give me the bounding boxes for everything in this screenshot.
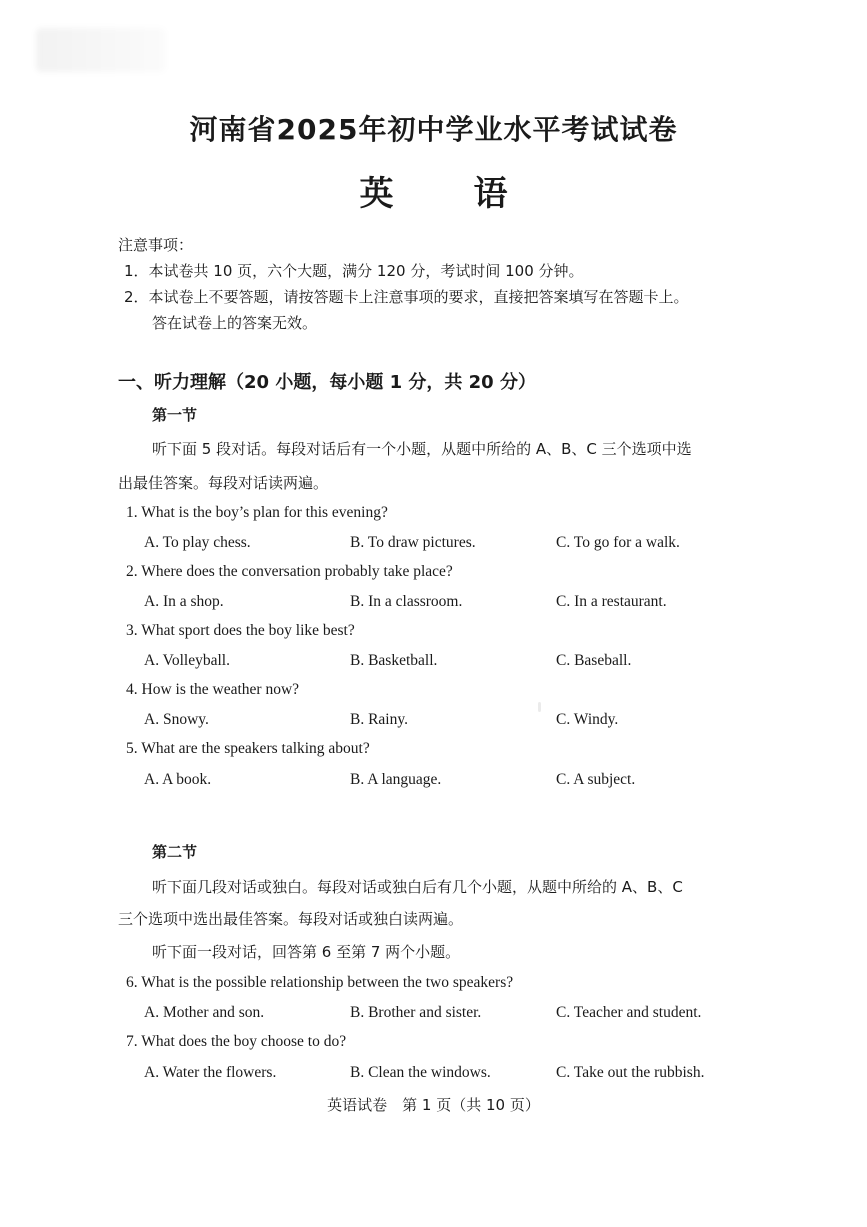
question-text: 7. What does the boy choose to do?: [126, 1033, 347, 1050]
option-c: C. Windy.: [556, 711, 619, 728]
scan-smudge: [36, 28, 166, 72]
option-b: B. Brother and sister.: [350, 1004, 482, 1021]
question-text: 2. Where does the conversation probably take place?: [126, 563, 453, 580]
question-text: 4. How is the weather now?: [126, 681, 300, 698]
option-a: A. Water the flowers.: [144, 1064, 277, 1081]
note-item: 2．本试卷上不要答题，请按答题卡上注意事项的要求，直接把答案填写在答题卡上。: [124, 288, 689, 306]
part-heading: 第一节: [152, 406, 198, 424]
subject-char-2: 语: [473, 174, 508, 214]
option-c: C. To go for a walk.: [556, 534, 680, 551]
option-a: A. Mother and son.: [144, 1004, 265, 1021]
note-item: 答在试卷上的答案无效。: [152, 314, 318, 332]
option-c: C. A subject.: [556, 771, 636, 788]
question-text: 3. What sport does the boy like best?: [126, 622, 355, 639]
note-item: 1．本试卷共 10 页，六个大题，满分 120 分，考试时间 100 分钟。: [124, 262, 584, 280]
option-a: A. Snowy.: [144, 711, 209, 728]
option-b: B. In a classroom.: [350, 593, 463, 610]
subject-title: [0, 166, 867, 215]
page-footer: 英语试卷 第 1 页（共 10 页）: [327, 1096, 540, 1114]
option-b: B. Rainy.: [350, 711, 408, 728]
option-a: A. A book.: [144, 771, 212, 788]
question-text: 6. What is the possible relationship between the two speakers?: [126, 974, 514, 991]
option-c: C. In a restaurant.: [556, 593, 667, 610]
option-b: B. A language.: [350, 771, 442, 788]
option-b: B. Basketball.: [350, 652, 438, 669]
option-b: B. To draw pictures.: [350, 534, 476, 551]
option-a: A. In a shop.: [144, 593, 224, 610]
instruction-line: 出最佳答案。每段对话读两遍。: [118, 474, 329, 492]
notes-heading: 注意事项：: [118, 236, 194, 254]
option-c: C. Teacher and student.: [556, 1004, 702, 1021]
instruction-line: 听下面 5 段对话。每段对话后有一个小题，从题中所给的 A、B、C 三个选项中选: [152, 440, 692, 458]
instruction-line: 听下面几段对话或独白。每段对话或独白后有几个小题，从题中所给的 A、B、C: [152, 878, 683, 896]
subject-char-1: 英: [359, 174, 394, 214]
option-c: C. Take out the rubbish.: [556, 1064, 705, 1081]
option-c: C. Baseball.: [556, 652, 632, 669]
section-heading: 一、听力理解（20 小题，每小题 1 分，共 20 分）: [118, 372, 536, 393]
option-a: A. Volleyball.: [144, 652, 230, 669]
question-text: 5. What are the speakers talking about?: [126, 740, 370, 757]
option-a: A. To play chess.: [144, 534, 251, 551]
option-b: B. Clean the windows.: [350, 1064, 491, 1081]
instruction-line: 三个选项中选出最佳答案。每段对话或独白读两遍。: [118, 910, 464, 928]
instruction-line: 听下面一段对话，回答第 6 至第 7 两个小题。: [152, 943, 461, 961]
scan-speck: [538, 702, 541, 712]
question-text: 1. What is the boy’s plan for this evening?: [126, 504, 388, 521]
exam-title: 河南省2025年初中学业水平考试试卷: [189, 113, 678, 146]
part-heading: 第二节: [152, 843, 198, 861]
